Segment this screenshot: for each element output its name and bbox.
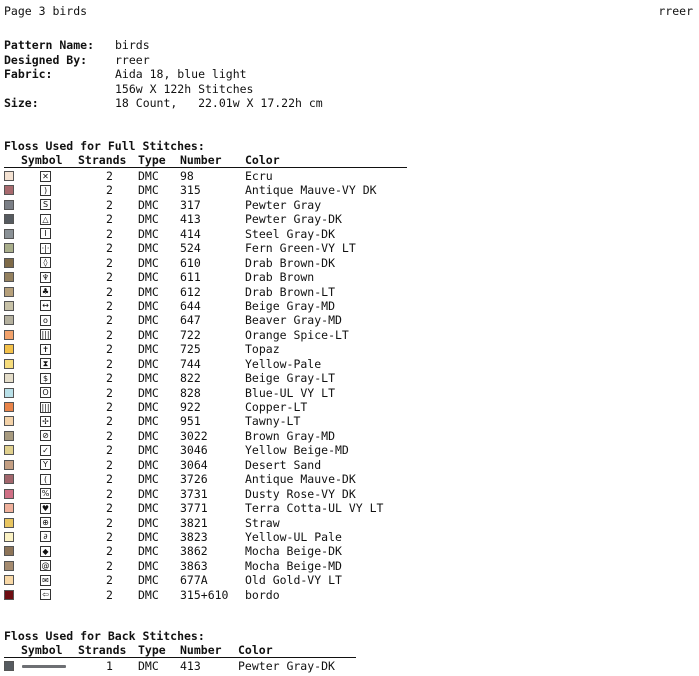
floss-type: DMC — [138, 558, 159, 573]
color-swatch — [4, 330, 14, 340]
floss-strands: 2 — [106, 255, 113, 270]
floss-strands: 2 — [106, 356, 113, 371]
floss-type: DMC — [138, 428, 159, 443]
floss-color-name: Steel Gray-DK — [245, 226, 336, 241]
color-swatch — [4, 489, 14, 499]
header-rule — [4, 657, 356, 658]
floss-strands: 2 — [106, 400, 113, 414]
floss-row — [0, 516, 420, 530]
color-swatch — [4, 445, 14, 455]
floss-type: DMC — [138, 414, 159, 429]
floss-row — [0, 501, 420, 515]
floss-type: DMC — [138, 327, 159, 342]
color-swatch — [4, 243, 14, 253]
floss-strands: 2 — [106, 298, 113, 313]
color-swatch — [4, 229, 14, 239]
pattern-info-label: Pattern Name: — [4, 38, 95, 52]
floss-row — [0, 559, 420, 573]
floss-row — [0, 487, 420, 501]
header-rule — [4, 167, 407, 168]
floss-row — [0, 299, 420, 313]
floss-strands: 2 — [106, 573, 113, 588]
color-swatch — [4, 171, 14, 181]
floss-number: 3823 — [180, 529, 208, 544]
pattern-info-value: 156w X 122h Stitches — [115, 81, 254, 96]
floss-type: DMC — [138, 501, 159, 516]
floss-type: DMC — [138, 587, 159, 602]
header-symbol: Symbol — [21, 153, 63, 167]
floss-color-name: Old Gold-VY LT — [245, 573, 342, 588]
stitch-symbol-icon: ♣ — [41, 287, 50, 296]
floss-type: DMC — [138, 197, 159, 212]
floss-type: DMC — [138, 241, 159, 256]
color-swatch — [4, 518, 14, 528]
floss-color-name: Desert Sand — [245, 457, 322, 472]
floss-strands: 2 — [106, 313, 113, 328]
color-swatch — [4, 532, 14, 542]
floss-color-name: Orange Spice-LT — [245, 327, 349, 342]
floss-strands: 1 — [106, 659, 113, 673]
floss-color-name: Pewter Gray-DK — [238, 659, 335, 673]
stitch-symbol-icon: ↔ — [40, 300, 51, 311]
floss-color-name: Mocha Beige-DK — [245, 544, 342, 559]
pattern-info — [4, 38, 323, 111]
floss-number: 922 — [180, 400, 201, 414]
stitch-symbol-icon: ✓ — [40, 445, 51, 456]
floss-strands: 2 — [106, 414, 113, 429]
floss-type: DMC — [138, 529, 159, 544]
floss-number: 3771 — [180, 501, 208, 516]
back-stitches-header — [0, 643, 420, 657]
floss-color-name: Straw — [245, 515, 280, 530]
stitch-symbol-icon: I — [40, 228, 51, 239]
pattern-info-row — [4, 67, 323, 82]
floss-color-name: Drab Brown-DK — [245, 255, 336, 270]
floss-strands: 2 — [106, 270, 113, 285]
floss-color-name: Ecru — [245, 169, 273, 183]
floss-color-name: Pewter Gray-DK — [245, 212, 342, 227]
back-stitches-title: Floss Used for Back Stitches: — [4, 629, 205, 643]
floss-row — [0, 588, 420, 602]
color-swatch — [4, 344, 14, 354]
floss-row — [0, 659, 420, 673]
color-swatch — [4, 503, 14, 513]
floss-color-name: Copper-LT — [245, 400, 308, 414]
floss-number: 647 — [180, 313, 201, 328]
pattern-info-value: rreer — [115, 52, 150, 67]
color-swatch — [4, 272, 14, 282]
stitch-symbol-icon: ⧗ — [40, 358, 51, 369]
stitch-symbol-icon: ◊ — [40, 257, 51, 268]
floss-type: DMC — [138, 212, 159, 227]
floss-color-name: Yellow-Pale — [245, 356, 322, 371]
floss-row — [0, 443, 420, 457]
floss-row — [0, 573, 420, 587]
stitch-symbol-icon: ♆ — [41, 272, 50, 282]
floss-type: DMC — [138, 313, 159, 328]
floss-type: DMC — [138, 284, 159, 299]
stitch-symbol-icon: ( — [40, 474, 51, 485]
header-strands: Strands — [78, 643, 127, 657]
stitch-symbol-icon: ⊕ — [40, 517, 51, 528]
stitch-symbol-icon: ||| — [41, 330, 50, 340]
floss-row — [0, 342, 420, 356]
floss-type: DMC — [138, 169, 159, 183]
floss-type: DMC — [138, 515, 159, 530]
floss-number: 317 — [180, 197, 201, 212]
stitch-symbol-icon: ♥ — [41, 503, 50, 513]
header-symbol: Symbol — [21, 643, 63, 657]
color-swatch — [4, 315, 14, 325]
floss-type: DMC — [138, 443, 159, 458]
floss-strands: 2 — [106, 241, 113, 256]
floss-type: DMC — [138, 270, 159, 285]
floss-strands: 2 — [106, 443, 113, 458]
floss-color-name: Dusty Rose-VY DK — [245, 486, 356, 501]
floss-color-name: Pewter Gray — [245, 197, 322, 212]
full-stitches-title: Floss Used for Full Stitches: — [4, 139, 205, 153]
floss-row — [0, 285, 420, 299]
floss-strands: 2 — [106, 428, 113, 443]
stitch-symbol-icon: ∂ — [40, 531, 51, 542]
floss-type: DMC — [138, 342, 159, 357]
floss-row — [0, 270, 420, 284]
color-swatch — [4, 185, 14, 195]
floss-color-name: Antique Mauve-VY DK — [245, 183, 377, 198]
floss-number: 413 — [180, 659, 201, 673]
floss-strands: 2 — [106, 501, 113, 516]
color-swatch — [4, 200, 14, 210]
floss-number: 3862 — [180, 544, 208, 559]
floss-row — [0, 400, 420, 414]
floss-number: 98 — [180, 169, 194, 183]
floss-type: DMC — [138, 183, 159, 198]
pattern-info-label: Fabric: — [4, 67, 53, 81]
floss-type: DMC — [138, 371, 159, 386]
floss-color-name: Beige Gray-LT — [245, 371, 336, 386]
stitch-symbol-icon: o — [40, 315, 51, 326]
floss-strands: 2 — [106, 515, 113, 530]
floss-strands: 2 — [106, 226, 113, 241]
floss-row — [0, 198, 420, 212]
color-swatch — [4, 287, 14, 297]
pattern-info-label: Size: — [4, 96, 39, 110]
color-swatch — [4, 258, 14, 268]
color-swatch — [4, 431, 14, 441]
header-color: Color — [245, 153, 280, 167]
page-header-right: rreer — [658, 4, 693, 18]
floss-type: DMC — [138, 255, 159, 270]
floss-number: 644 — [180, 298, 201, 313]
floss-color-name: Blue-UL VY LT — [245, 385, 336, 400]
floss-color-name: Tawny-LT — [245, 414, 301, 429]
stitch-symbol-icon: ) — [40, 185, 51, 196]
color-swatch — [4, 301, 14, 311]
floss-number: 3726 — [180, 472, 208, 487]
color-swatch — [4, 460, 14, 470]
floss-row — [0, 429, 420, 443]
floss-strands: 2 — [106, 385, 113, 400]
color-swatch — [4, 402, 14, 412]
stitch-symbol-icon: S — [40, 199, 51, 210]
floss-type: DMC — [138, 400, 159, 414]
stitch-symbol-icon: ✕ — [40, 171, 51, 182]
color-swatch — [4, 388, 14, 398]
floss-strands: 2 — [106, 371, 113, 386]
floss-number: 3022 — [180, 428, 208, 443]
floss-number: 315+610 — [180, 587, 229, 602]
pattern-info-row — [4, 38, 323, 53]
floss-number: 744 — [180, 356, 201, 371]
floss-number: 3046 — [180, 443, 208, 458]
pattern-info-row — [4, 53, 323, 68]
floss-color-name: Antique Mauve-DK — [245, 472, 356, 487]
backstitch-line-icon — [22, 665, 66, 668]
header-number: Number — [180, 643, 222, 657]
floss-row — [0, 458, 420, 472]
floss-number: 611 — [180, 270, 201, 285]
floss-number: 3821 — [180, 515, 208, 530]
stitch-symbol-icon: ◆ — [40, 546, 51, 557]
stitch-symbol-icon: ✉ — [40, 575, 51, 586]
floss-color-name: Yellow-UL Pale — [245, 529, 342, 544]
floss-number: 315 — [180, 183, 201, 198]
floss-row — [0, 183, 420, 197]
floss-strands: 2 — [106, 544, 113, 559]
stitch-symbol-icon: O — [40, 387, 51, 398]
stitch-symbol-icon: ||| — [41, 402, 50, 412]
stitch-symbol-icon: △ — [40, 214, 51, 225]
floss-type: DMC — [138, 298, 159, 313]
floss-row — [0, 212, 420, 226]
floss-row — [0, 227, 420, 241]
floss-color-name: Yellow Beige-MD — [245, 443, 349, 458]
floss-number: 524 — [180, 241, 201, 256]
header-strands: Strands — [78, 153, 127, 167]
header-type: Type — [138, 643, 166, 657]
header-number: Number — [180, 153, 222, 167]
floss-type: DMC — [138, 226, 159, 241]
floss-number: 677A — [180, 573, 208, 588]
back-stitches-rows — [0, 659, 420, 673]
floss-number: 951 — [180, 414, 201, 429]
floss-strands: 2 — [106, 587, 113, 602]
stitch-symbol-icon: $ — [40, 373, 51, 384]
stitch-symbol-icon: ✝ — [40, 344, 51, 355]
floss-color-name: Brown Gray-MD — [245, 428, 336, 443]
stitch-symbol-icon: ·|· — [41, 243, 50, 253]
floss-row — [0, 544, 420, 558]
page-header-left: Page 3 birds — [4, 4, 88, 18]
stitch-symbol-icon: % — [41, 489, 50, 499]
floss-row — [0, 328, 420, 342]
stitch-symbol-icon: Y — [40, 459, 51, 470]
floss-number: 828 — [180, 385, 201, 400]
color-swatch — [4, 214, 14, 224]
floss-strands: 2 — [106, 457, 113, 472]
color-swatch — [4, 575, 14, 585]
color-swatch — [4, 416, 14, 426]
pattern-info-value: birds — [115, 38, 150, 52]
floss-color-name: Drab Brown — [245, 270, 315, 285]
full-stitches-header — [0, 153, 420, 167]
floss-row — [0, 169, 420, 183]
floss-type: DMC — [138, 659, 159, 673]
floss-row — [0, 313, 420, 327]
floss-number: 413 — [180, 212, 201, 227]
floss-number: 610 — [180, 255, 201, 270]
floss-strands: 2 — [106, 529, 113, 544]
header-color: Color — [238, 643, 273, 657]
floss-row — [0, 357, 420, 371]
floss-type: DMC — [138, 457, 159, 472]
floss-row — [0, 414, 420, 428]
pattern-info-value: 18 Count, 22.01w X 17.22h cm — [115, 96, 323, 110]
floss-type: DMC — [138, 385, 159, 400]
header-type: Type — [138, 153, 166, 167]
floss-strands: 2 — [106, 558, 113, 573]
color-swatch — [4, 474, 14, 484]
pattern-info-row — [4, 82, 323, 97]
floss-strands: 2 — [106, 284, 113, 299]
floss-color-name: Mocha Beige-MD — [245, 558, 342, 573]
floss-strands: 2 — [106, 342, 113, 357]
floss-row — [0, 472, 420, 486]
color-swatch — [4, 359, 14, 369]
floss-number: 822 — [180, 371, 201, 386]
floss-strands: 2 — [106, 169, 113, 183]
floss-strands: 2 — [106, 197, 113, 212]
full-stitches-table — [0, 153, 420, 602]
floss-color-name: bordo — [245, 587, 280, 602]
stitch-symbol-icon: @ — [41, 561, 50, 571]
pattern-info-row — [4, 96, 323, 111]
color-swatch — [4, 590, 14, 600]
floss-number: 612 — [180, 284, 201, 299]
color-swatch — [4, 561, 14, 571]
floss-strands: 2 — [106, 486, 113, 501]
floss-color-name: Topaz — [245, 342, 280, 357]
stitch-symbol-icon: ✢ — [40, 416, 51, 427]
floss-number: 414 — [180, 226, 201, 241]
stitch-symbol-icon: ⊘ — [40, 430, 51, 441]
floss-number: 3064 — [180, 457, 208, 472]
floss-row — [0, 386, 420, 400]
floss-row — [0, 241, 420, 255]
floss-type: DMC — [138, 356, 159, 371]
floss-strands: 2 — [106, 212, 113, 227]
floss-row — [0, 530, 420, 544]
floss-strands: 2 — [106, 472, 113, 487]
floss-number: 3731 — [180, 486, 208, 501]
pattern-info-value: Aida 18, blue light — [115, 67, 247, 81]
floss-type: DMC — [138, 573, 159, 588]
pattern-info-label: Designed By: — [4, 52, 88, 67]
floss-number: 3863 — [180, 558, 208, 573]
floss-type: DMC — [138, 486, 159, 501]
floss-color-name: Fern Green-VY LT — [245, 241, 356, 256]
floss-color-name: Terra Cotta-UL VY LT — [245, 501, 384, 516]
floss-type: DMC — [138, 544, 159, 559]
floss-type: DMC — [138, 472, 159, 487]
floss-strands: 2 — [106, 183, 113, 198]
floss-number: 725 — [180, 342, 201, 357]
color-swatch — [4, 373, 14, 383]
floss-number: 722 — [180, 327, 201, 342]
floss-color-name: Drab Brown-LT — [245, 284, 336, 299]
floss-color-name: Beaver Gray-MD — [245, 313, 342, 328]
stitch-symbol-icon: ⇦ — [40, 589, 51, 600]
floss-row — [0, 256, 420, 270]
color-swatch — [4, 546, 14, 556]
floss-row — [0, 371, 420, 385]
full-stitches-rows — [0, 169, 420, 602]
color-swatch — [4, 661, 14, 671]
back-stitches-table — [0, 643, 420, 673]
floss-strands: 2 — [106, 327, 113, 342]
floss-color-name: Beige Gray-MD — [245, 298, 336, 313]
